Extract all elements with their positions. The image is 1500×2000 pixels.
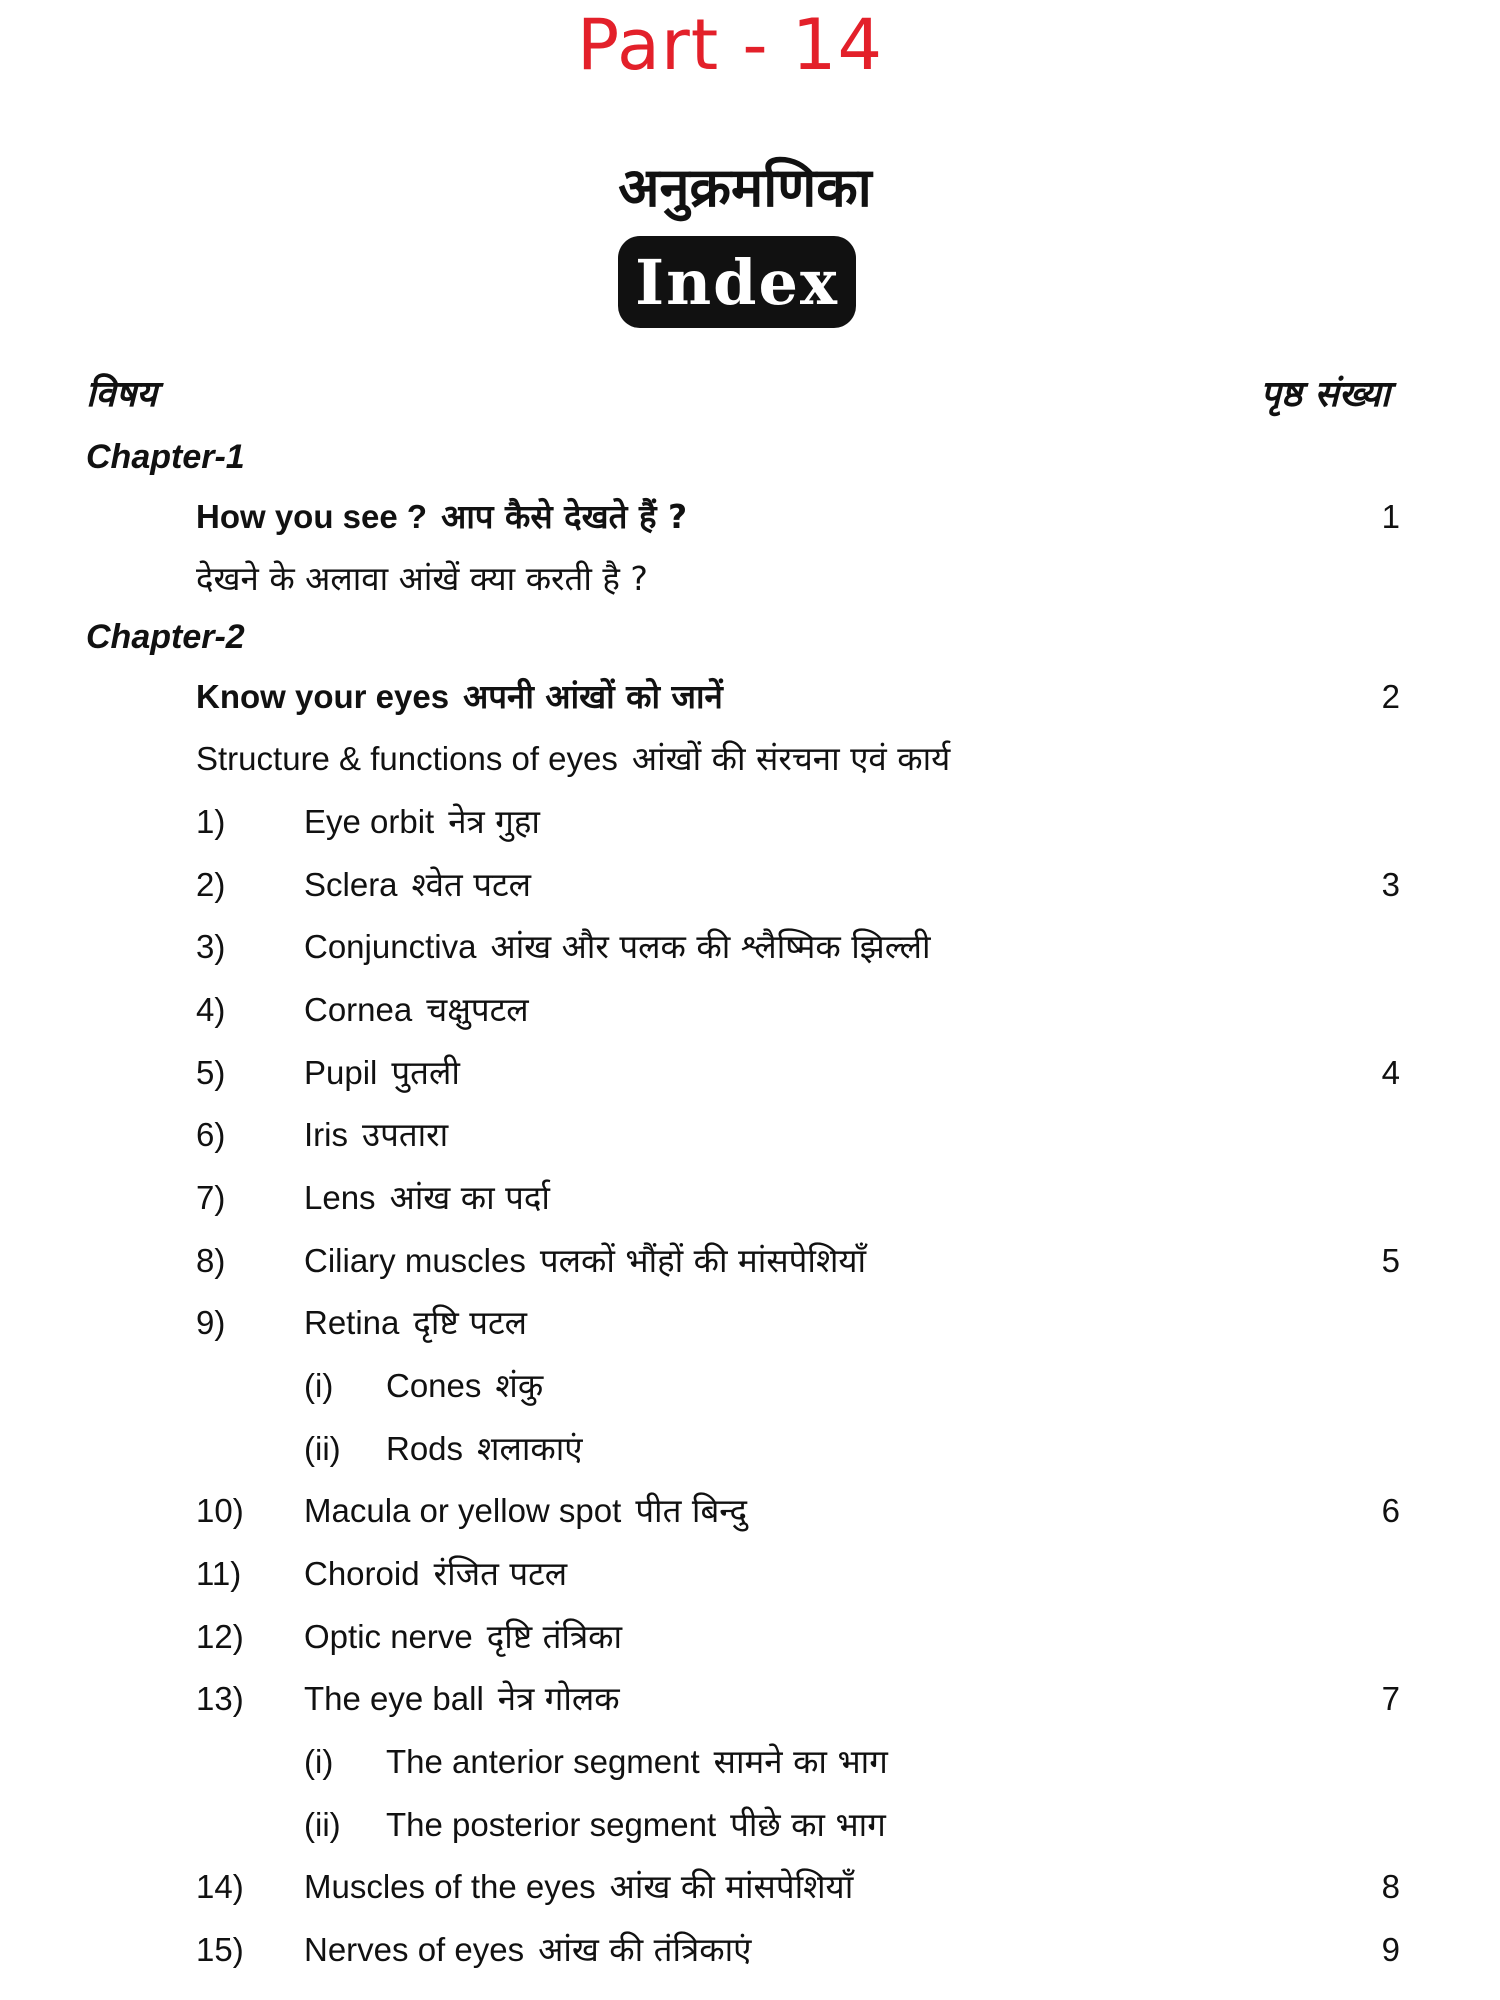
page-number: 8 — [1381, 1868, 1400, 1905]
list-item: 7) Lens आंख का पर्दा — [196, 1178, 550, 1217]
sub-list-item: (i) Cones शंकु — [304, 1366, 544, 1405]
column-header-page: पृष्ठ संख्या — [1260, 374, 1390, 415]
sub-list-item: (i) The anterior segment सामने का भाग — [304, 1742, 888, 1781]
list-item: 3) Conjunctiva आंख और पलक की श्लैष्मिक झिल्ली — [196, 927, 931, 966]
page-number: 1 — [1381, 498, 1400, 535]
toc-entry — [0, 492, 1500, 542]
list-item: 15) Nerves of eyes आंख की तंत्रिकाएं 9 — [0, 1925, 1500, 1975]
chapter-1-label: Chapter-1 — [86, 438, 245, 476]
list-item: 12) Optic nerve दृष्टि तंत्रिका — [196, 1617, 623, 1656]
index-badge: Index — [618, 236, 856, 328]
list-item: 5) Pupil पुतली 4 — [0, 1048, 1500, 1098]
list-item: 10) Macula or yellow spot पीत बिन्दु 6 — [0, 1486, 1500, 1536]
toc-entry-text: Know your eyes अपनी आंखों को जानें — [196, 677, 723, 716]
toc-entry-text: How you see ? आप कैसे देखते हैं ? — [196, 497, 688, 536]
page-number: 7 — [1381, 1680, 1400, 1717]
page-number: 2 — [1381, 678, 1400, 715]
toc-entry-text: देखने के अलावा आंखें क्या करती है ? — [196, 559, 648, 598]
sub-list-item: (ii) The posterior segment पीछे का भाग — [304, 1805, 886, 1844]
list-item: 2) Sclera श्वेत पटल 3 — [0, 860, 1500, 910]
chapter-2-label: Chapter-2 — [86, 618, 245, 656]
sub-list-item: (ii) Rods शलाकाएं — [304, 1429, 583, 1468]
page-number: 5 — [1381, 1242, 1400, 1279]
list-item: 8) Ciliary muscles पलकों भौंहों की मांसपेशियाँ 5 — [0, 1236, 1500, 1286]
toc-entry — [0, 554, 1500, 604]
list-item: 14) Muscles of the eyes आंख की मांसपेशियाँ 8 — [0, 1862, 1500, 1912]
toc-entry — [0, 734, 1500, 784]
column-header-subject: विषय — [86, 374, 158, 415]
hindi-title: अनुक्रमणिका — [618, 156, 872, 219]
list-item: 1) Eye orbit नेत्र गुहा — [196, 802, 540, 841]
list-item: 6) Iris उपतारा — [196, 1115, 449, 1154]
list-item: 9) Retina दृष्टि पटल — [196, 1303, 527, 1342]
list-item: 11) Choroid रंजित पटल — [196, 1554, 568, 1593]
page-number: 3 — [1381, 866, 1400, 903]
list-item: 13) The eye ball नेत्र गोलक 7 — [0, 1674, 1500, 1724]
list-item: 4) Cornea चक्षुपटल — [196, 990, 529, 1029]
page-number: 9 — [1381, 1931, 1400, 1968]
part-label: Part - 14 — [576, 4, 884, 86]
page-number: 6 — [1381, 1492, 1400, 1529]
toc-entry-text: Structure & functions of eyes आंखों की संरचना एवं कार्य — [196, 739, 951, 778]
toc-entry — [0, 672, 1500, 722]
page-number: 4 — [1381, 1054, 1400, 1091]
